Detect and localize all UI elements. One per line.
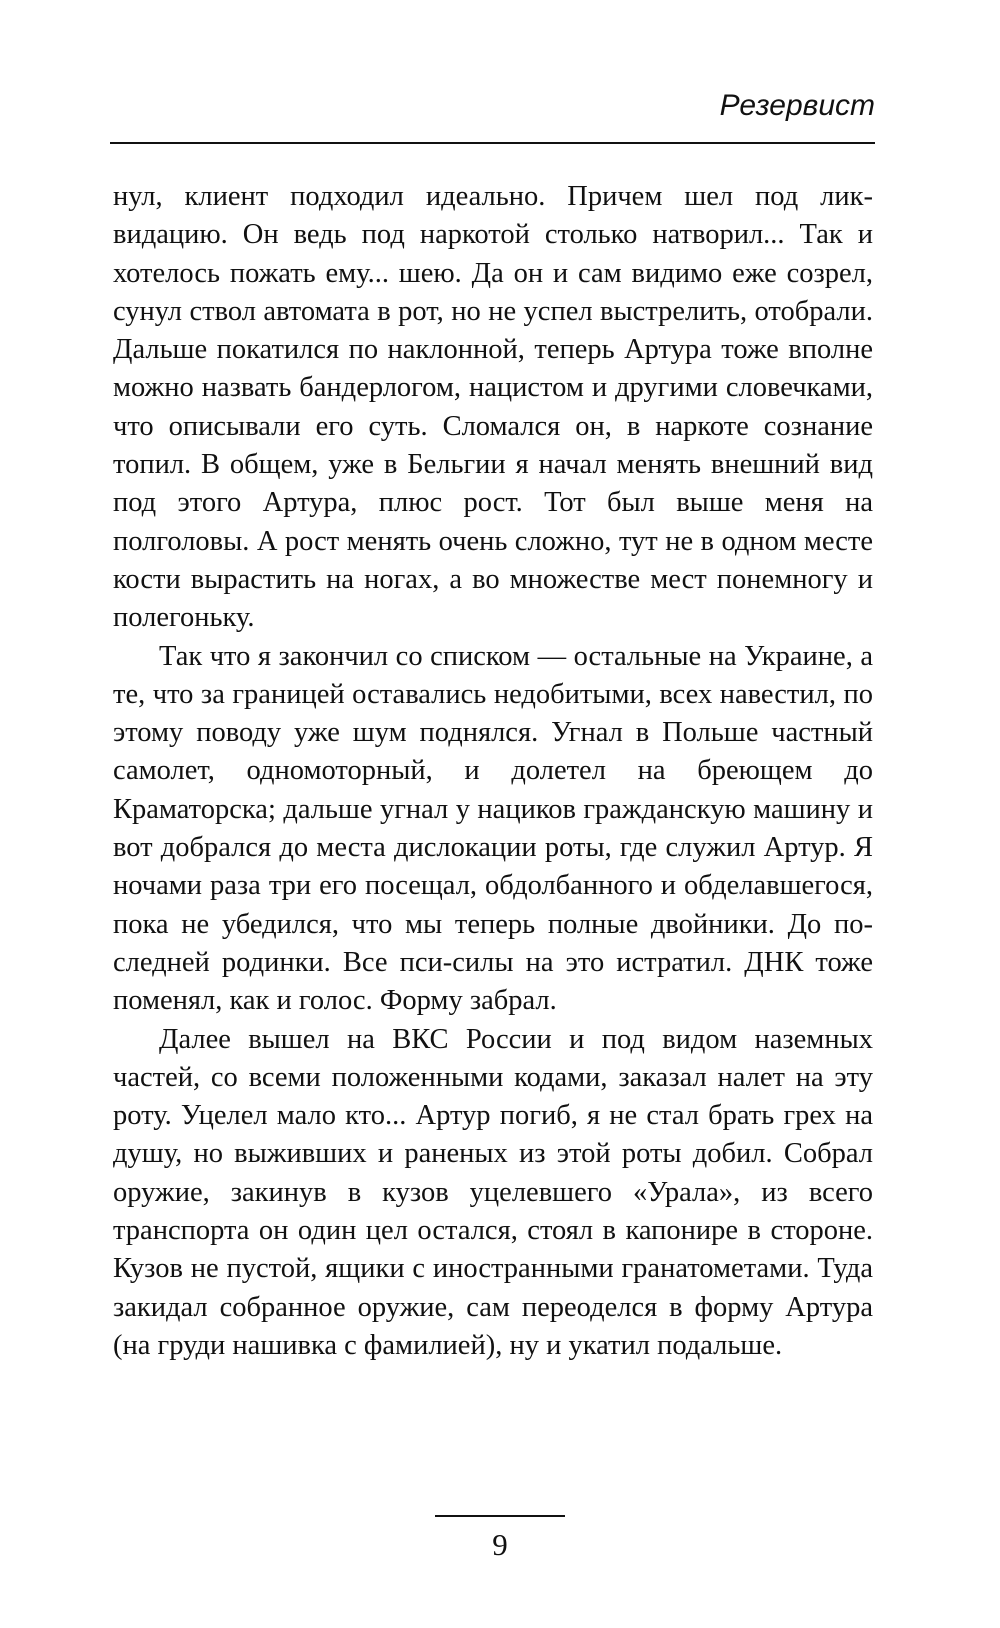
running-head: Резервист xyxy=(719,89,875,122)
paragraph: Так что я закончил со списком — остальные на Украине, а те, что за границей оставались недобитыми, всех навестил, по этому поводу уже шум поднялся. Угнал в Польше частный самолет, одномоторный, и долетел на бреющем до Краматорска; дальше угнал у нациков гражданскую машину и вот добрался до места дислокации роты, где служил Артур. Я ночами раза три его посещал, обдолбанного и обделавшегося, пока не убедился, что мы теперь полные двойники. До последней родинки. Все пси-силы на это истратил. ДНК тоже поменял, как и голос. Форму забрал. xyxy=(113,640,873,1017)
page-number: 9 xyxy=(492,1527,508,1562)
paragraph: нул, клиент подходил идеально. Причем шел под ликвидацию. Он ведь под наркотой столько натворил... Так и хотелось пожать ему... шею. Да он и сам видимо еже созрел, сунул ствол автомата в рот, но не успел выстрелить, отобрали. Дальше покатился по наклонной, теперь Артура тоже вполне можно назвать бандерлогом, нацистом и другими словечками, что описывали его суть. Сломался он, в наркоте сознание топил. В общем, уже в Бельгии я начал менять внешний вид под этого Артура, плюс рост. Тот был выше меня на полголовы. А рост менять очень сложно, тут не в одном месте кости вырастить на ногах, а во множестве мест понемногу и полегоньку. xyxy=(113,181,873,634)
paragraph: Далее вышел на ВКС России и под видом наземных частей, со всеми положенными кодами, заказал налет на эту роту. Уцелел мало кто... Артур погиб, я не стал брать грех на душу, но выживших и раненых из этой роты добил. Собрал оружие, закинув в кузов уцелевшего «Урала», из всего транспорта он один цел остался, стоял в капонире в стороне. Кузов не пустой, ящики с иностранными гранатометами. Туда закидал собранное оружие, сам переоделся в форму Артура (на груди нашивка с фамилией), ну и укатил подальше. xyxy=(113,1023,873,1361)
footer-rule xyxy=(435,1515,565,1517)
header-rule xyxy=(110,142,875,144)
page-text xyxy=(113,178,873,1365)
